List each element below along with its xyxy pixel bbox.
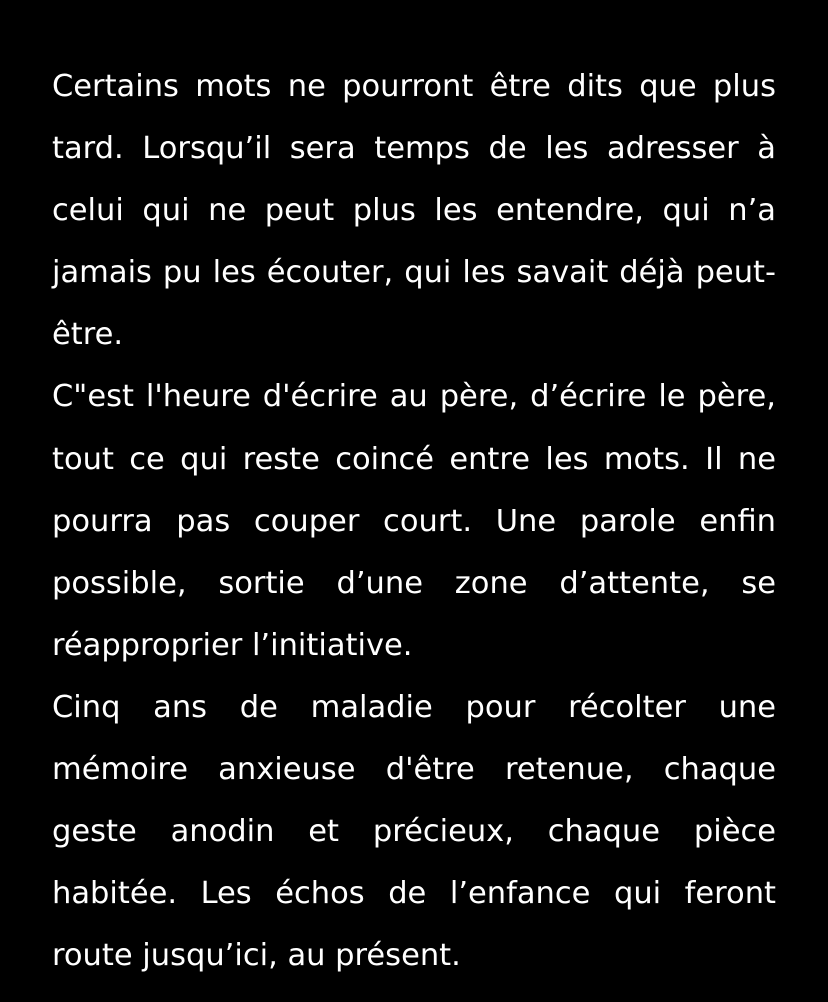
paragraph-1: Certains mots ne pourront être dits que plus tard. Lorsqu’il sera temps de les adresser à celui qui ne peut plus les entendre, qui n’a jamais pu les écouter, qui les savait déjà peut-être. <box>52 69 776 353</box>
paragraph-2: C"est l'heure d'écrire au père, d’écrire le père, tout ce qui reste coincé entre les mots. Il ne pourra pas couper court. Une parole enfin possible, sortie d’une zone d’attente, se réapproprier l’initiative. <box>52 379 776 663</box>
paragraph-3: Cinq ans de maladie pour récolter une mémoire anxieuse d'être retenue, chaque geste anodin et précieux, chaque pièce habitée. Les échos de l’enfance qui feront route jusqu’ici, au présent. <box>52 689 776 974</box>
text-body <box>52 56 776 987</box>
